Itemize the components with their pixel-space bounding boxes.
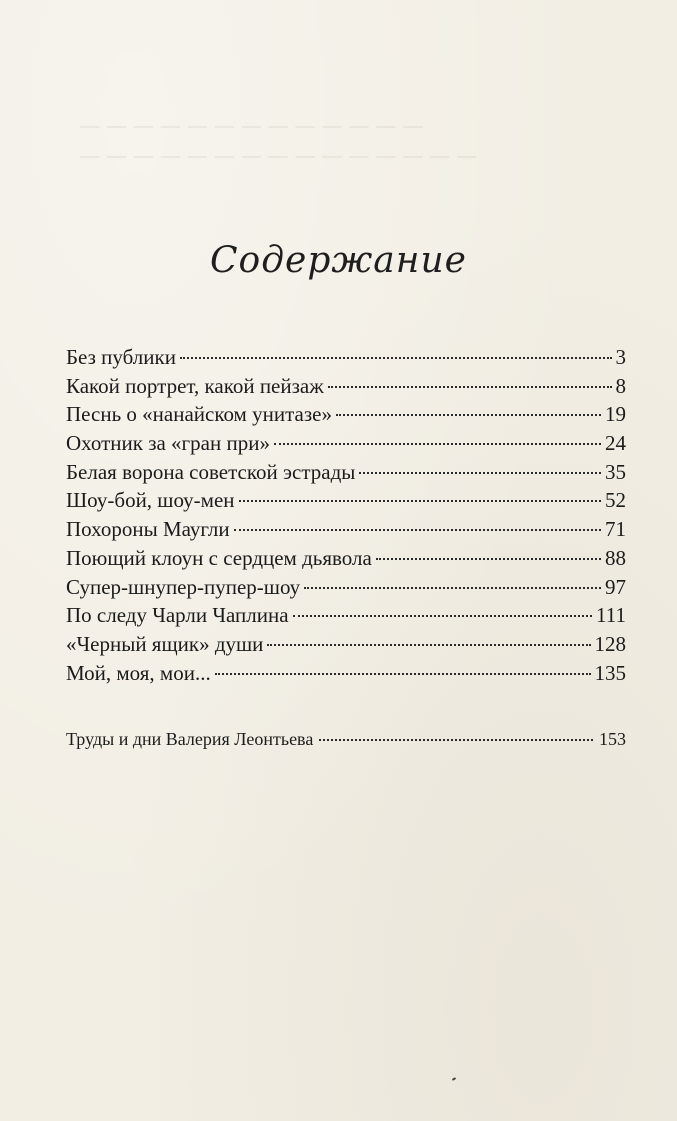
toc-entry[interactable] xyxy=(66,630,626,659)
toc-entry[interactable] xyxy=(66,573,626,602)
toc-appendix-page: 153 xyxy=(599,729,626,749)
toc-entry[interactable] xyxy=(66,601,626,630)
toc-entry[interactable] xyxy=(66,372,626,401)
toc-entry-page: 135 xyxy=(594,660,626,685)
toc-appendix-label: Труды и дни Валерия Леонтьева xyxy=(66,729,314,749)
toc-entry[interactable] xyxy=(66,400,626,429)
toc-entry-page: 24 xyxy=(605,431,626,456)
toc-entry[interactable] xyxy=(66,659,626,688)
page-title: Содержание xyxy=(210,240,467,281)
dot-leader xyxy=(359,472,601,474)
dot-leader xyxy=(180,357,612,359)
toc-entry-page: 35 xyxy=(605,459,626,484)
dot-leader xyxy=(293,615,592,617)
dot-leader xyxy=(319,739,593,741)
toc-entry-page: 19 xyxy=(605,402,626,427)
toc-entry-page: 88 xyxy=(605,545,626,570)
toc-entry[interactable] xyxy=(66,343,626,372)
toc-appendix-entry[interactable] xyxy=(66,726,626,752)
toc-entry-label: Какой портрет, какой пейзаж xyxy=(66,373,324,398)
toc-entry[interactable] xyxy=(66,544,626,573)
toc-entry-page: 52 xyxy=(605,488,626,513)
toc-entry-page: 111 xyxy=(596,603,626,628)
toc-entry-label: Шоу-бой, шоу-мен xyxy=(66,488,235,513)
toc-entry-label: Без публики xyxy=(66,345,176,369)
toc-entry-label: Мой, моя, мои... xyxy=(66,660,211,685)
dot-leader xyxy=(234,529,601,531)
toc-entry-label: «Черный ящик» души xyxy=(66,631,264,656)
toc-entry-page: 8 xyxy=(615,373,626,398)
dot-leader xyxy=(239,500,601,502)
toc-entry[interactable] xyxy=(66,429,626,458)
toc-entry-label: Супер-шнупер-пупер-шоу xyxy=(66,574,301,599)
dot-leader xyxy=(274,443,601,445)
toc-entry-page: 97 xyxy=(605,574,626,599)
toc-entry-label: По следу Чарли Чаплина xyxy=(66,603,289,628)
dot-leader xyxy=(304,587,601,589)
toc-entry-label: Песнь о «нанайском унитазе» xyxy=(66,402,332,427)
ink-speck xyxy=(452,1077,456,1081)
dot-leader xyxy=(336,414,601,416)
toc-entry-page: 71 xyxy=(605,517,626,542)
dot-leader xyxy=(376,558,601,560)
toc-entry-label: Поющий клоун с сердцем дьявола xyxy=(66,545,372,570)
dot-leader xyxy=(267,644,590,646)
toc-entry-label: Похороны Маугли xyxy=(66,517,230,542)
show-through-decoration: — — — — — — — — — — — — — xyxy=(80,118,424,135)
toc-entry-label: Охотник за «гран при» xyxy=(66,431,270,456)
show-through-decoration: — — — — — — — — — — — — — — — xyxy=(80,148,478,165)
dot-leader xyxy=(328,386,612,388)
toc-entry[interactable] xyxy=(66,486,626,515)
toc-entry[interactable] xyxy=(66,515,626,544)
toc-entry-page: 3 xyxy=(615,345,626,369)
toc-entry-page: 128 xyxy=(594,631,626,656)
toc-entry[interactable] xyxy=(66,458,626,487)
dot-leader xyxy=(215,673,591,675)
table-of-contents xyxy=(66,343,626,687)
toc-entry-label: Белая ворона советской эстрады xyxy=(66,459,356,484)
